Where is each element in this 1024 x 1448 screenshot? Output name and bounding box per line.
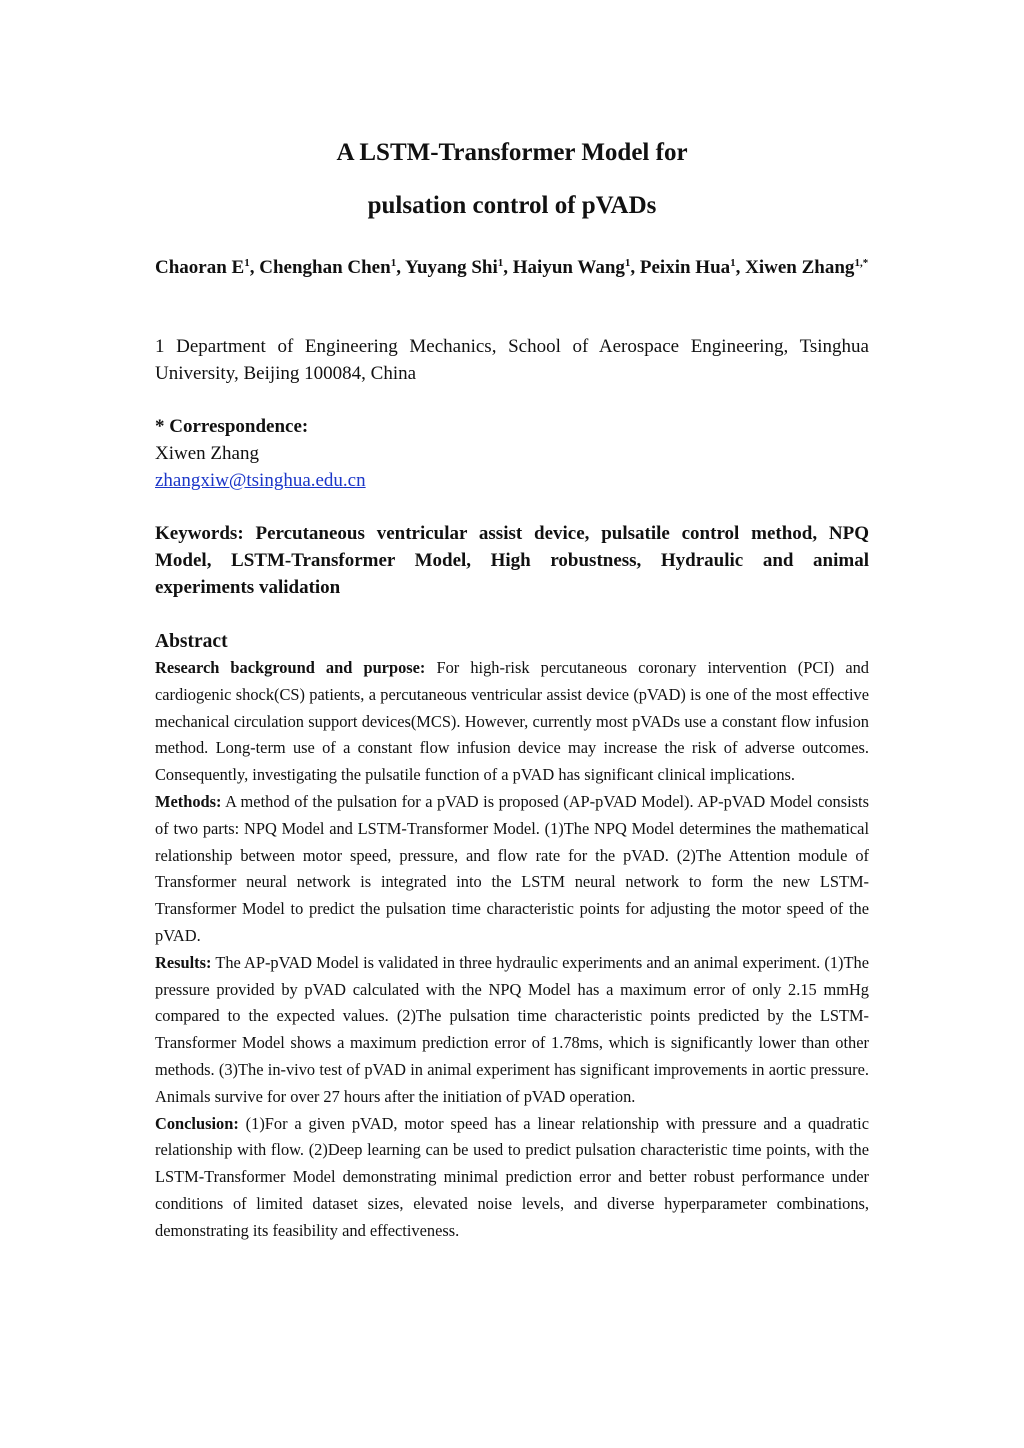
abstract-heading: Abstract <box>155 631 228 652</box>
methods-text: A method of the pulsation for a pVAD is proposed (AP-pVAD Model). AP-pVAD Model consists of two parts: NPQ Model and LSTM-Transformer Model. (1)The NPQ Model determines the mathematical relationship between motor speed, pressure, and flow rate for the pVAD. (2)The Attention module of Transformer neural network is integrated into the LSTM neural network to form the new LSTM-Transformer Model to predict the pulsation time characteristic points for adjusting the motor speed of the pVAD. <box>155 791 869 945</box>
abstract-conclusion-paragraph <box>155 1111 869 1245</box>
author-name: Xiwen Zhang <box>745 257 855 278</box>
methods-label: Methods: <box>155 791 222 811</box>
results-label: Results: <box>155 952 212 972</box>
author-name: Haiyun Wang <box>512 257 625 278</box>
author-list: Chaoran $E^1$, Chenghan Chen$^1$, Yuyang Shi$^1$, Haiyun Wang$^1$, Peixin Hua$^1$, Xiwen Zhang$^{1,*}$ <box>155 257 869 278</box>
keywords-block <box>155 520 869 601</box>
background-label: Research background and purpose: <box>155 658 426 677</box>
correspondence-name: Xiwen Zhang <box>155 443 259 464</box>
author-name: Peixin Hua <box>639 257 731 278</box>
correspondence-block <box>155 413 869 494</box>
abstract-results-paragraph <box>155 950 869 1111</box>
conclusion-label: Conclusion: <box>155 1113 239 1133</box>
author-affiliation-mark: 1,* <box>854 257 869 269</box>
author-name: Yuyang Shi <box>404 257 498 278</box>
paper-title-line-1: A LSTM-Transformer Model for <box>336 139 688 166</box>
abstract-body <box>155 655 869 1245</box>
author-affiliation-mark: 1 <box>390 257 397 269</box>
author-affiliation-mark: 1 <box>624 257 631 269</box>
background-text: For high-risk percutaneous coronary intervention (PCI) and cardiogenic shock(CS) patients, a percutaneous ventricular assist device (pVAD) is one of the most effective mechanical circulation support devices(MCS). However, currently most pVADs use a constant flow infusion method. Long-term use of a constant flow infusion device may increase the risk of adverse outcomes. Consequently, investigating the pulsatile function of a pVAD has significant clinical implications. <box>155 658 869 785</box>
author-affiliation-mark: 1 <box>497 257 504 269</box>
conclusion-text: (1)For a given pVAD, motor speed has a linear relationship with pressure and a quadratic relationship with flow. (2)Deep learning can be used to predict pulsation characteristic time points, with the LSTM-Transformer Model demonstrating minimal prediction error and better robust performance under conditions of limited dataset sizes, elevated noise levels, and diverse hyperparameter combinations, demonstrating its feasibility and effectiveness. <box>155 1113 869 1240</box>
author-name: Chenghan Chen <box>259 257 391 278</box>
author-affiliation-mark: 1 <box>244 257 250 269</box>
results-text: The AP-pVAD Model is validated in three hydraulic experiments and an animal experiment. (1)The pressure provided by pVAD calculated with the NPQ Model has a maximum error of only 2.15 mmHg compared to the expected values. (2)The pulsation time characteristic points predicted by the LSTM-Transformer Model shows a maximum prediction error of 1.78ms, which is significantly lower than other methods. (3)The in-vivo test of pVAD in animal experiment has significant improvements in aortic pressure. Animals survive for over 27 hours after the initiation of pVAD operation. <box>155 952 870 1106</box>
email-link[interactable]: zhangxiw@tsinghua.edu.cn <box>155 470 366 491</box>
author-name: Chaoran E <box>155 257 245 278</box>
keywords-text: Percutaneous ventricular assist device, pulsatile control method, NPQ Model, LSTM-Transformer Model, High robustness, Hydraulic and animal experiments validation <box>155 523 870 598</box>
abstract-methods-paragraph <box>155 789 869 950</box>
affiliation: 1 Department of Engineering Mechanics, School of Aerospace Engineering, Tsinghua University, Beijing 100084, China <box>155 336 869 384</box>
correspondence-label: * Correspondence: <box>155 416 309 437</box>
abstract-background-paragraph <box>155 655 869 789</box>
author-affiliation-mark: 1 <box>730 257 736 269</box>
paper-title-line-2: pulsation control of pVADs <box>367 192 657 219</box>
keywords-label: Keywords: <box>155 523 244 544</box>
